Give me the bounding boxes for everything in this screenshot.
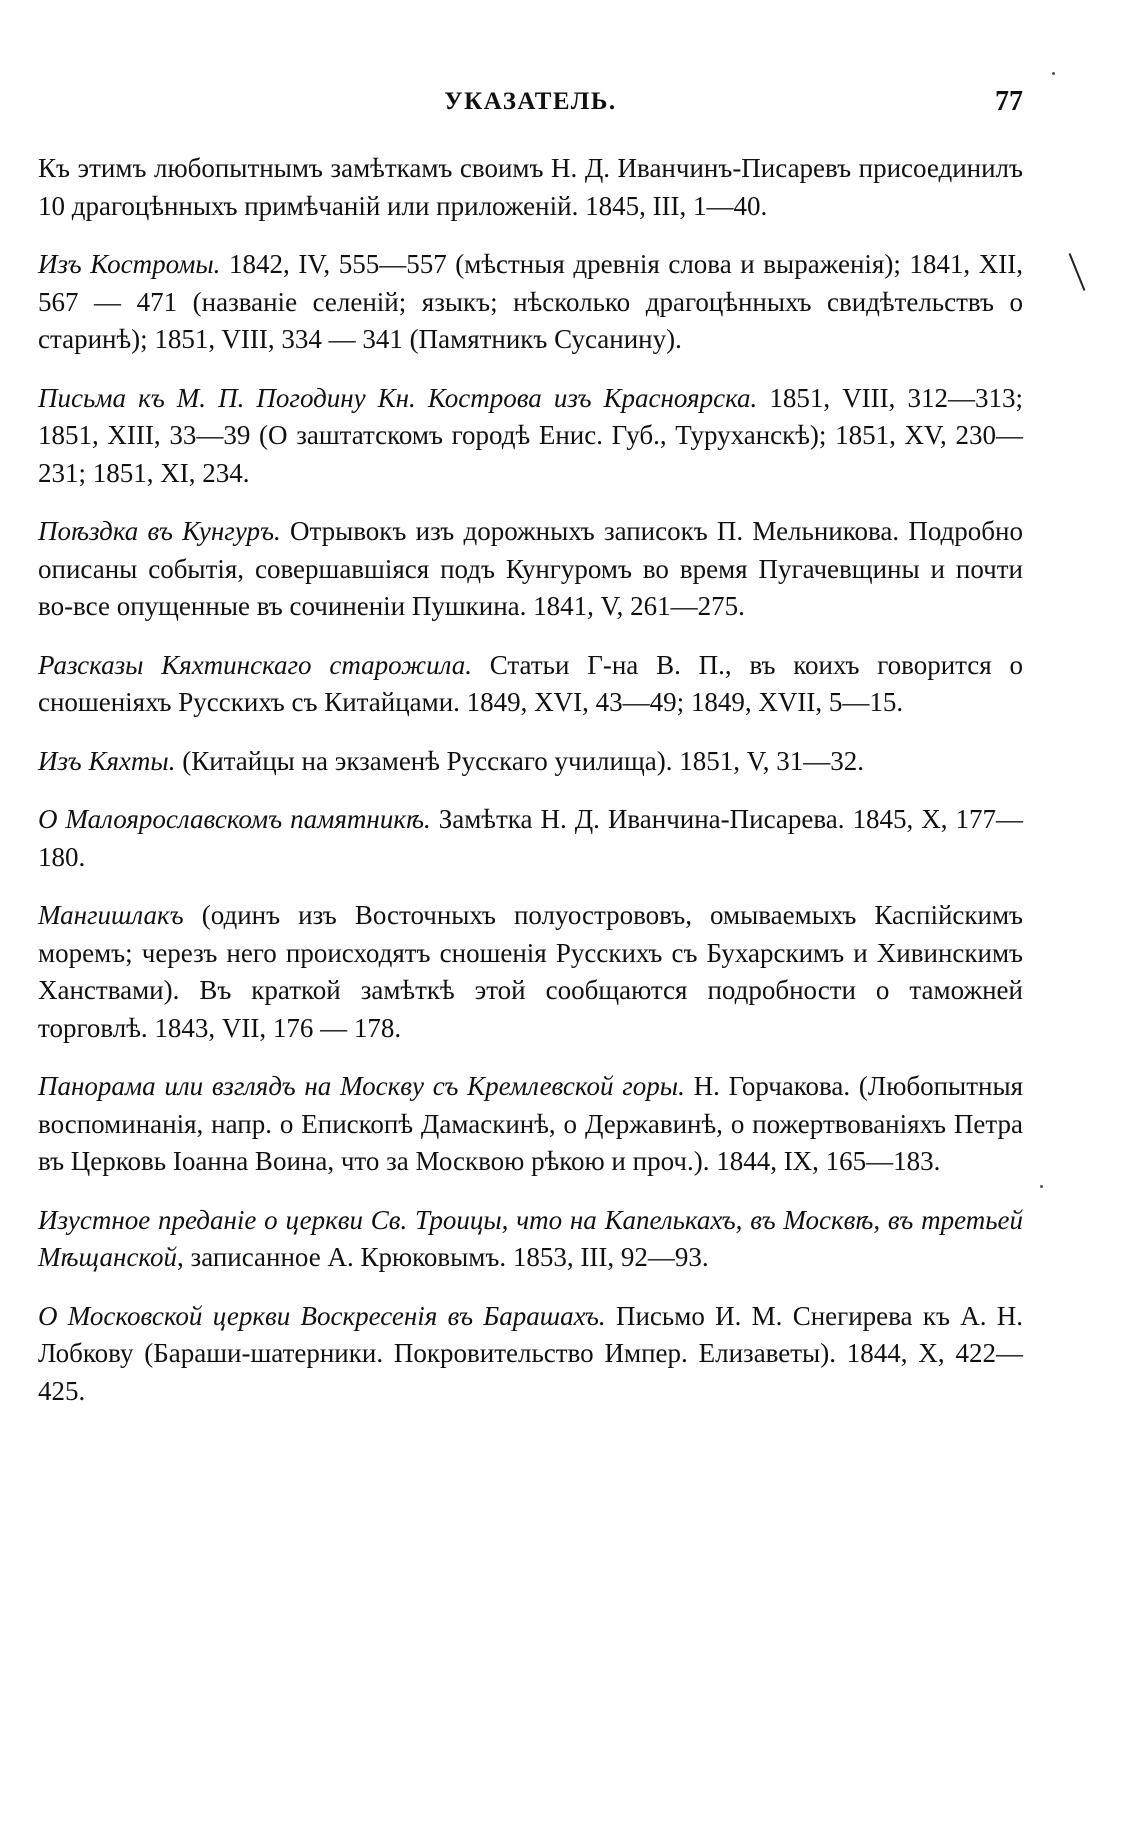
page-title: УКАЗАТЕЛЬ. [444,88,617,115]
entry-body: Н. Горчакова. (Любопытныя воспоминанія, напр. о Епископѣ Дамаскинѣ, о Державинѣ, о пожертвованіяхъ Петра въ Церковь Іоанна Воина, что за Москвою рѣкою и проч.). 1844, IX, 165—183. [38,1071,1024,1176]
page-number: 77 [995,86,1023,117]
entry-body: Письмо И. М. Снегирева къ А. Н. Лобкову (Бараши-шатерники. Покровительство Импер. Елизаветы). 1844, X, 422—425. [38,1300,1023,1406]
index-entry [38,1202,1023,1277]
index-entry [38,246,1023,359]
index-entry [38,801,1023,876]
entry-title: Поѣздка въ Кунгуръ. [38,516,281,546]
index-text [38,150,1023,1431]
running-head [38,88,1023,128]
entry-title: О Малоярославскомъ памятникѣ. [38,804,431,834]
entry-body: Замѣтка Н. Д. Иванчина-Писарева. 1845, X, 177—180. [38,804,1023,872]
entry-body: Къ этимъ любопытнымъ замѣткамъ своимъ Н. Д. Иванчинъ-Писаревъ присоединилъ 10 драгоцѣнныхъ примѣчаній или приложеній. 1845, III, 1—40. [38,153,1023,221]
entry-title: Изустное преданіе о церкви Св. Троицы, что на Капелькахъ, въ Москвѣ, въ третьей Мѣщанской [38,1204,1023,1272]
index-entry [38,513,1023,626]
entry-title: О Московской церкви Воскресенія въ Барашахъ. [38,1300,606,1331]
index-entry [38,1298,1023,1411]
print-speck [1052,72,1055,75]
margin-pencil-mark [1069,253,1086,291]
entry-title: Письма къ М. П. Погодину Кн. Кострова изъ Красноярска. [38,382,758,413]
entry-body: 1842, IV, 555—557 (мѣстныя древнія слова и выраженія); 1841, XII, 567 — 471 (названіе селеній; языкъ; нѣсколько драгоцѣнныхъ свидѣтельствъ о старинѣ); 1851, VIII, 334 — 341 (Памятникъ Сусанину). [38,249,1023,354]
print-speck [1040,1185,1043,1188]
index-entry [38,743,1023,781]
index-entry [38,380,1023,493]
entry-title: Разсказы Кяхтинскаго старожила. [38,649,472,680]
entry-body: (одинъ изъ Восточныхъ полуострововъ, омываемыхъ Каспійскимъ моремъ; черезъ него происходятъ сношенія Русскихъ съ Бухарскимъ и Хивинскимъ Ханствами). Въ краткой замѣткѣ этой сообщаются подробности о таможней торговлѣ. 1843, VII, 176 — 178. [38,900,1023,1043]
entry-body: Отрывокъ изъ дорожныхъ записокъ П. Мельникова. Подробно описаны событія, совершавшіяся подъ Кунгуромъ во время Пугачевщины и почти во-все опущенные въ сочиненіи Пушкина. 1841, V, 261—275. [38,516,1023,621]
index-entry [38,647,1023,722]
book-page [38,0,1023,1825]
entry-title: Изъ Кяхты. [38,745,176,776]
index-entry [38,897,1023,1047]
entry-body: 1851, VIII, 312—313; 1851, XIII, 33—39 (О заштатскомъ городѣ Енис. Губ., Туруханскѣ); 1851, XV, 230—231; 1851, XI, 234. [38,382,1023,488]
entry-title: Панорама или взглядъ на Москву съ Кремлевской горы. [38,1071,685,1101]
index-entry [38,150,1023,225]
index-entry [38,1068,1023,1181]
entry-title: Мангишлакъ [38,900,184,930]
entry-body: , записанное А. Крюковымъ. 1853, III, 92—93. [177,1242,709,1272]
entry-title: Изъ Костромы. [38,249,221,279]
entry-body: Статьи Г-на В. П., въ коихъ говорится о сношеніяхъ Русскихъ съ Китайцами. 1849, XVI, 43—49; 1849, XVII, 5—15. [38,649,1023,717]
entry-body: (Китайцы на экзаменѣ Русскаго училища). 1851, V, 31—32. [175,745,864,776]
